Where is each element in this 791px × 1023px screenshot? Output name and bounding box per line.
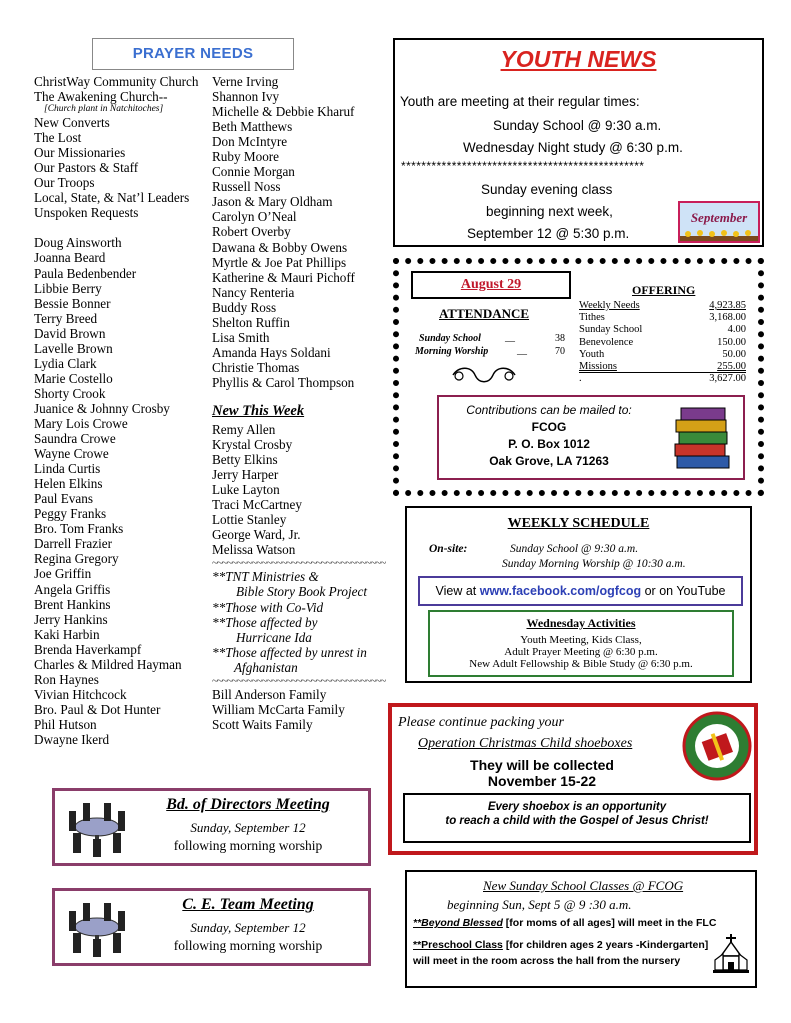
list-item: **Those with Co-Vid [212,599,324,615]
list-item: Saundra Crowe [34,431,116,447]
list-item: Luke Layton [212,482,280,498]
occ-collected: They will be collected [470,757,614,773]
shoebox-box [388,703,758,855]
september-badge-label: September [690,210,748,225]
list-item: Juanice & Johnny Crosby [34,400,170,416]
mail-name: FCOG [531,420,567,434]
scroll-ornament-icon [449,364,519,386]
list-item: Angela Griffis [34,581,111,597]
prayer-needs-title: PRAYER NEEDS [92,38,294,70]
list-item: George Ward, Jr. [212,527,301,543]
facebook-link[interactable]: www.facebook.com/ogfcog [479,584,642,598]
list-item: Bessie Bonner [34,295,111,311]
offering-value: 3,627.00 [709,373,746,385]
offering-value: 50.00 [722,348,746,360]
new-this-week-list [212,422,385,557]
wednesday-title: Wednesday Activities [526,616,636,630]
wednesday-line: Adult Prayer Meeting @ 6:30 p.m. [504,646,658,658]
list-item: Ruby Moore [212,149,280,165]
divider: ************************************************ [401,159,645,173]
list-item: Shannon Ivy [212,89,280,105]
list-item: Christie Thomas [212,359,300,375]
divider: ~~~~~~~~~~~~~~~~~~~~~~~~~~~~~~~~~~~ [212,674,386,687]
list-item: New Converts [34,115,110,131]
list-item: **TNT Ministries & [212,569,319,585]
list-item: Phil Hutson [34,716,97,732]
list-item: Russell Noss [212,179,281,195]
occ-dates: November 15-22 [487,773,597,789]
list-item: Linda Curtis [34,461,101,477]
list-item: Our Troops [34,175,95,191]
youth-news-title: YOUTH NEWS [500,46,657,72]
new-sunday-school-box [405,870,757,988]
list-item: Michelle & Debbie Kharuf [212,104,355,120]
list-item: Our Missionaries [34,145,126,161]
mail-city: Oak Grove, LA 71263 [489,454,609,468]
list-item: Shelton Ruffin [212,314,290,330]
offering-value: 4.00 [727,324,746,336]
list-item: Scott Waits Family [212,716,313,732]
list-item: Our Pastors & Staff [34,160,139,176]
new-this-week-heading: New This Week [212,402,305,419]
list-item: **Those affected by [212,614,318,630]
divider: ~~~~~~~~~~~~~~~~~~~~~~~~~~~~~~~~~~~ [212,557,386,570]
list-item: Jerry Harper [212,467,279,483]
list-item: Remy Allen [212,421,276,437]
list-item: Charles & Mildred Hayman [34,656,182,672]
list-item: Joe Griffin [34,566,92,582]
prayer-names-list-2 [212,74,385,390]
flowers-icon [680,227,758,241]
facebook-link-box [418,576,743,606]
list-item: Wayne Crowe [34,446,109,462]
attendance-value: 38 [555,333,565,344]
list-item: Robert Overby [212,224,291,240]
report-date: August 29 [411,271,571,299]
youth-news-box [393,38,764,247]
weekly-schedule-title: WEEKLY SCHEDULE [507,516,650,531]
board-meeting-box [52,788,371,866]
youth-line: Wednesday Night study @ 6:30 p.m. [463,140,683,155]
meeting-title: Bd. of Directors Meeting [166,796,330,813]
list-item: Krystal Crosby [212,437,293,453]
offering-label: Benevolence [579,336,634,348]
meeting-when: following morning worship [173,838,323,853]
church-plant-note: [Church plant in Natchitoches] [44,104,164,115]
list-item: Marie Costello [34,370,113,386]
list-item: Don McIntyre [212,134,288,150]
meeting-title: C. E. Team Meeting [182,896,314,913]
list-item: Brent Hankins [34,596,111,612]
nss-begin: beginning Sun, Sept 5 @ 9 :30 a.m. [447,897,632,912]
mailing-address-box [437,395,745,480]
mail-heading: Contributions can be mailed to: [466,403,632,417]
list-item: Bro. Paul & Dot Hunter [34,701,161,717]
onsite-label: On-site: [429,543,468,555]
list-item: Dwayne Ikerd [34,731,110,747]
list-item: Joanna Beard [34,250,106,266]
beyond-blessed-desc: [for moms of all ages] will meet in the FLC [505,917,717,929]
list-item: Terry Breed [34,310,98,326]
list-item: Bible Story Book Project [236,584,367,600]
list-item: Ron Haynes [34,671,99,687]
list-item: Jason & Mary Oldham [212,194,333,210]
list-item: Nancy Renteria [212,284,295,300]
offering-label: Tithes [579,312,605,324]
occ-message-line: to reach a child with the Gospel of Jesus Christ! [445,815,709,827]
attendance-value: 70 [555,346,565,357]
occ-message-line: Every shoebox is an opportunity [487,801,667,813]
list-item: Myrtle & Joe Pat Phillips [212,254,347,270]
list-item: ChristWay Community Church [34,74,199,89]
wednesday-activities-box [428,610,734,677]
list-item: Phyllis & Carol Thompson [212,374,355,390]
youth-line: Sunday School @ 9:30 a.m. [493,118,662,133]
attendance-dash: __ [505,332,515,343]
offering-total-rule [579,372,746,373]
youth-line: September 12 @ 5:30 p.m. [467,226,630,241]
list-item: David Brown [34,325,106,341]
list-item: Bro. Tom Franks [34,521,124,537]
list-item: Regina Gregory [34,551,119,567]
list-item: Vivian Hitchcock [34,686,127,702]
list-item: Kaki Harbin [34,626,100,642]
offering-label: Youth [579,348,605,360]
list-item: Melissa Watson [212,542,296,558]
list-item: Doug Ainsworth [34,235,122,251]
nss-title: New Sunday School Classes @ FCOG [483,878,684,893]
church-icon [713,934,749,976]
list-item: Katherine & Mauri Pichoff [212,269,355,285]
offering-value: 150.00 [717,336,746,348]
list-item: Buddy Ross [212,299,277,315]
offering-label: Sunday School [579,324,643,336]
list-item: Mary Lois Crowe [34,415,128,431]
morning-worship-time: Sunday Morning Worship @ 10:30 a.m. [502,558,686,570]
list-item: Carolyn O’Neal [212,209,297,225]
preschool-class-desc: [for children ages 2 years -Kindergarten] [505,939,709,951]
list-item: Unspoken Requests [34,205,139,221]
list-item: William McCarta Family [212,701,345,717]
list-item: Jerry Hankins [34,611,108,627]
list-item: Lisa Smith [212,329,270,345]
offering-label: . [579,373,582,385]
occ-line: Please continue packing your [398,715,565,730]
list-item: Beth Matthews [212,119,293,135]
list-item: Peggy Franks [34,506,107,522]
list-item: Lavelle Brown [34,340,113,356]
list-item: Local, State, & Nat’l Leaders [34,190,190,206]
attendance-label: Morning Worship [415,346,489,357]
list-item: Libbie Berry [34,280,102,296]
list-item: Afghanistan [234,659,298,675]
prayer-names-list [34,235,199,747]
list-item: Connie Morgan [212,164,295,180]
mail-box: P. O. Box 1012 [508,437,590,451]
attendance-offering-box [393,258,764,496]
list-item: Amanda Hays Soldani [212,344,331,360]
meeting-date: Sunday, September 12 [190,820,306,835]
list-item: Lydia Clark [34,355,97,371]
youth-line: beginning next week, [486,204,613,219]
attendance-dash: __ [517,345,527,356]
list-item: Darrell Frazier [34,536,112,552]
prayer-column-2 [212,74,385,732]
conference-table-icon [63,797,131,859]
list-item: Hurricane Ida [236,629,312,645]
wednesday-line: Youth Meeting, Kids Class, [520,634,642,646]
beyond-blessed: **Beyond Blessed [413,917,503,929]
preschool-location: will meet in the room across the hall from the nursery [413,955,681,967]
list-item: Helen Elkins [34,476,103,492]
offering-value: 4,923.85 [709,300,746,311]
list-item: Dawana & Bobby Owens [212,239,348,255]
list-item: Paul Evans [34,491,93,507]
books-icon [671,404,733,474]
wednesday-line: New Adult Fellowship & Bible Study @ 6:30 p.m. [469,658,693,670]
offering-label: Weekly Needs [579,300,640,311]
september-badge [678,201,760,243]
list-item: Betty Elkins [212,452,278,468]
conference-table-icon [63,897,131,959]
list-item: **Those affected by unrest in [212,644,367,660]
sunday-school-time: Sunday School @ 9:30 a.m. [510,543,639,555]
list-item: Shorty Crook [34,385,106,401]
ce-team-meeting-box [52,888,371,966]
youth-line: Youth are meeting at their regular times: [400,94,640,109]
list-item: The Awakening Church-- [34,89,168,105]
meeting-when: following morning worship [173,938,323,953]
list-item: Verne Irving [212,74,279,89]
offering-title: OFFERING [632,283,696,297]
prayer-column-1 [34,74,199,747]
list-item: Paula Bedenbender [34,265,137,281]
meeting-date: Sunday, September 12 [190,920,306,935]
offering-value: 255.00 [717,361,746,372]
attendance-label: Sunday School [419,333,481,344]
offering-value: 3,168.00 [709,312,746,324]
list-item: Bill Anderson Family [212,686,327,702]
list-item: The Lost [34,130,82,146]
offering-label: Missions [579,361,617,372]
attendance-title: ATTENDANCE [439,306,530,321]
view-prefix: View at [435,584,477,598]
youth-line: Sunday evening class [481,182,613,197]
view-suffix: or on YouTube [644,584,726,598]
list-item: Lottie Stanley [212,512,287,528]
list-item: Traci McCartney [212,497,302,513]
occ-message-box [403,793,751,843]
list-item: Brenda Haverkampf [34,641,142,657]
weekly-schedule-box [405,506,752,683]
occ-line: Operation Christmas Child shoeboxes [418,736,633,751]
samaritans-purse-logo-icon [682,711,752,781]
preschool-class: **Preschool Class [413,939,503,951]
